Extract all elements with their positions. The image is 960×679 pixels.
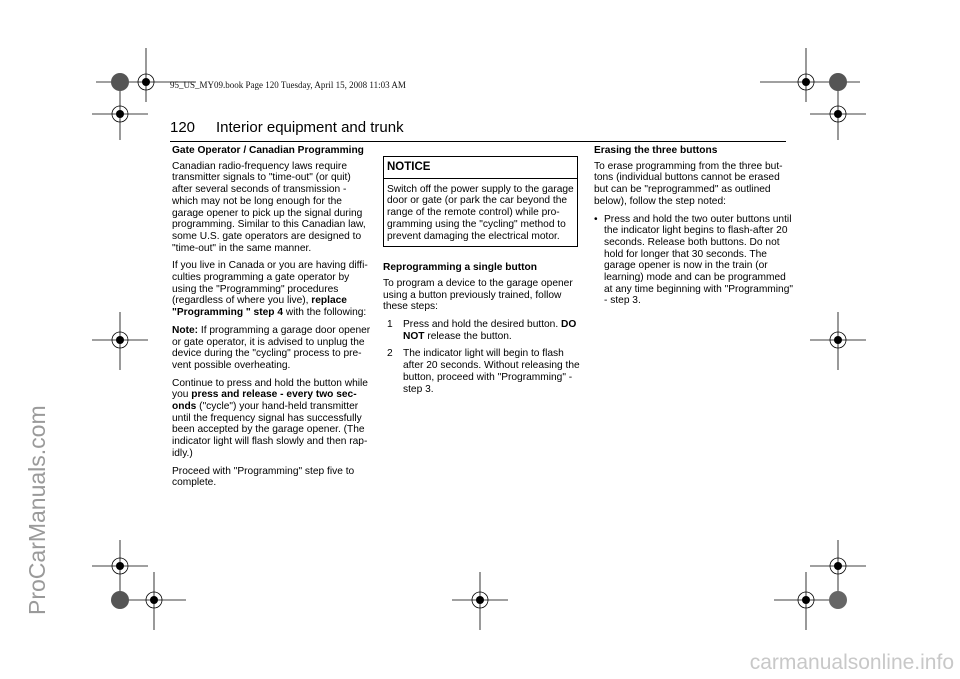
- text-run: Continue to press and hold the button while you: [172, 377, 368, 401]
- text-run: ("cycle") your hand-held transmitter until the frequency signal has successfully been accepted by the garage opener. (The indicator light will flash slowly and then rap-idly.): [172, 401, 368, 459]
- list-item: [594, 214, 794, 308]
- paragraph-proceed: Proceed with "Programming" step five to complete.: [172, 465, 355, 489]
- section-heading-reprogramming: Reprogramming a single button: [383, 262, 537, 274]
- paragraph-cycle: [172, 378, 372, 460]
- paragraph-note: [172, 325, 372, 372]
- bullet-text: Press and hold the two outer buttons until the indicator light begins to flash-after 20 seconds. Release both buttons. Do not hold for longer that 30 seconds. The garage opener is now in the train (or learning) mode and can be programmed at any time beginning with "Programming" - step 3.: [604, 213, 794, 307]
- text-run: release the button.: [424, 330, 512, 342]
- steps-list: [383, 319, 583, 395]
- paragraph-erase-intro: To erase programming from the three but-tons (individual buttons cannot be erased but can be "reprogrammed" as outlined below), follow the step noted:: [594, 160, 783, 207]
- bullet-list: [594, 214, 794, 308]
- side-watermark: ProCarManuals.com: [24, 405, 50, 615]
- paragraph-reprogram-intro: To program a device to the garage opener using a button previously trained, follow these steps:: [383, 277, 573, 313]
- column-gate-operator: [172, 145, 372, 495]
- page-number: 120: [170, 119, 196, 136]
- text-run: Press and hold the desired button.: [403, 319, 562, 331]
- bold-text: press and release - every two sec-onds: [172, 389, 357, 413]
- column-erasing: [594, 145, 794, 307]
- section-heading-erasing: Erasing the three buttons: [594, 145, 718, 156]
- note-text: If programming a garage door opener or gate operator, it is advised to unplug the device during the "cycling" process to pre-vent possible overheating.: [172, 324, 371, 371]
- page-header: [170, 120, 786, 142]
- page-title: Interior equipment and trunk: [216, 119, 404, 136]
- bullet-icon: •: [594, 213, 598, 225]
- notice-box: [383, 156, 578, 247]
- step-text: [403, 319, 583, 342]
- section-heading-gate-operator: Gate Operator / Canadian Programming: [172, 145, 364, 156]
- note-label: Note:: [172, 324, 199, 336]
- text-run: If you live in Canada or you are having diffi-culties programming a gate operator by using the "Programming" procedures (regardless of where you live),: [172, 260, 368, 307]
- paragraph-replace-step: [172, 260, 372, 319]
- list-item: [383, 319, 583, 342]
- list-item: [383, 348, 583, 395]
- notice-title: NOTICE: [384, 157, 577, 179]
- column-reprogramming: [383, 145, 583, 401]
- file-stamp: 95_US_MY09.book Page 120 Tuesday, April 15, 2008 11:03 AM: [170, 80, 406, 90]
- text-run: with the following:: [283, 307, 367, 319]
- paragraph-canadian-law: Canadian radio-frequency laws require transmitter signals to "time-out" (or quit) after several seconds of transmission - which may not be long enough for the garage opener to pick up the signal during programming. Similar to this Canadian law, some U.S. gate operators are designed to "time-out" in the same manner.: [172, 160, 366, 254]
- step-number: 1: [387, 319, 393, 331]
- bottom-watermark: carmanualsonline.info: [749, 651, 954, 674]
- step-text: The indicator light will begin to flash after 20 seconds. Without releasing the button, proceed with "Programming" - step 3.: [403, 348, 580, 395]
- step-number: 2: [387, 348, 393, 360]
- bold-text: DO NOT: [403, 319, 577, 342]
- notice-text: Switch off the power supply to the garage door or gate (or park the car beyond the range of the remote control) while pro-gramming using the "cycling" method to prevent damaging the electrical motor.: [387, 183, 574, 242]
- bold-text: replace "Programming " step 4: [172, 295, 347, 319]
